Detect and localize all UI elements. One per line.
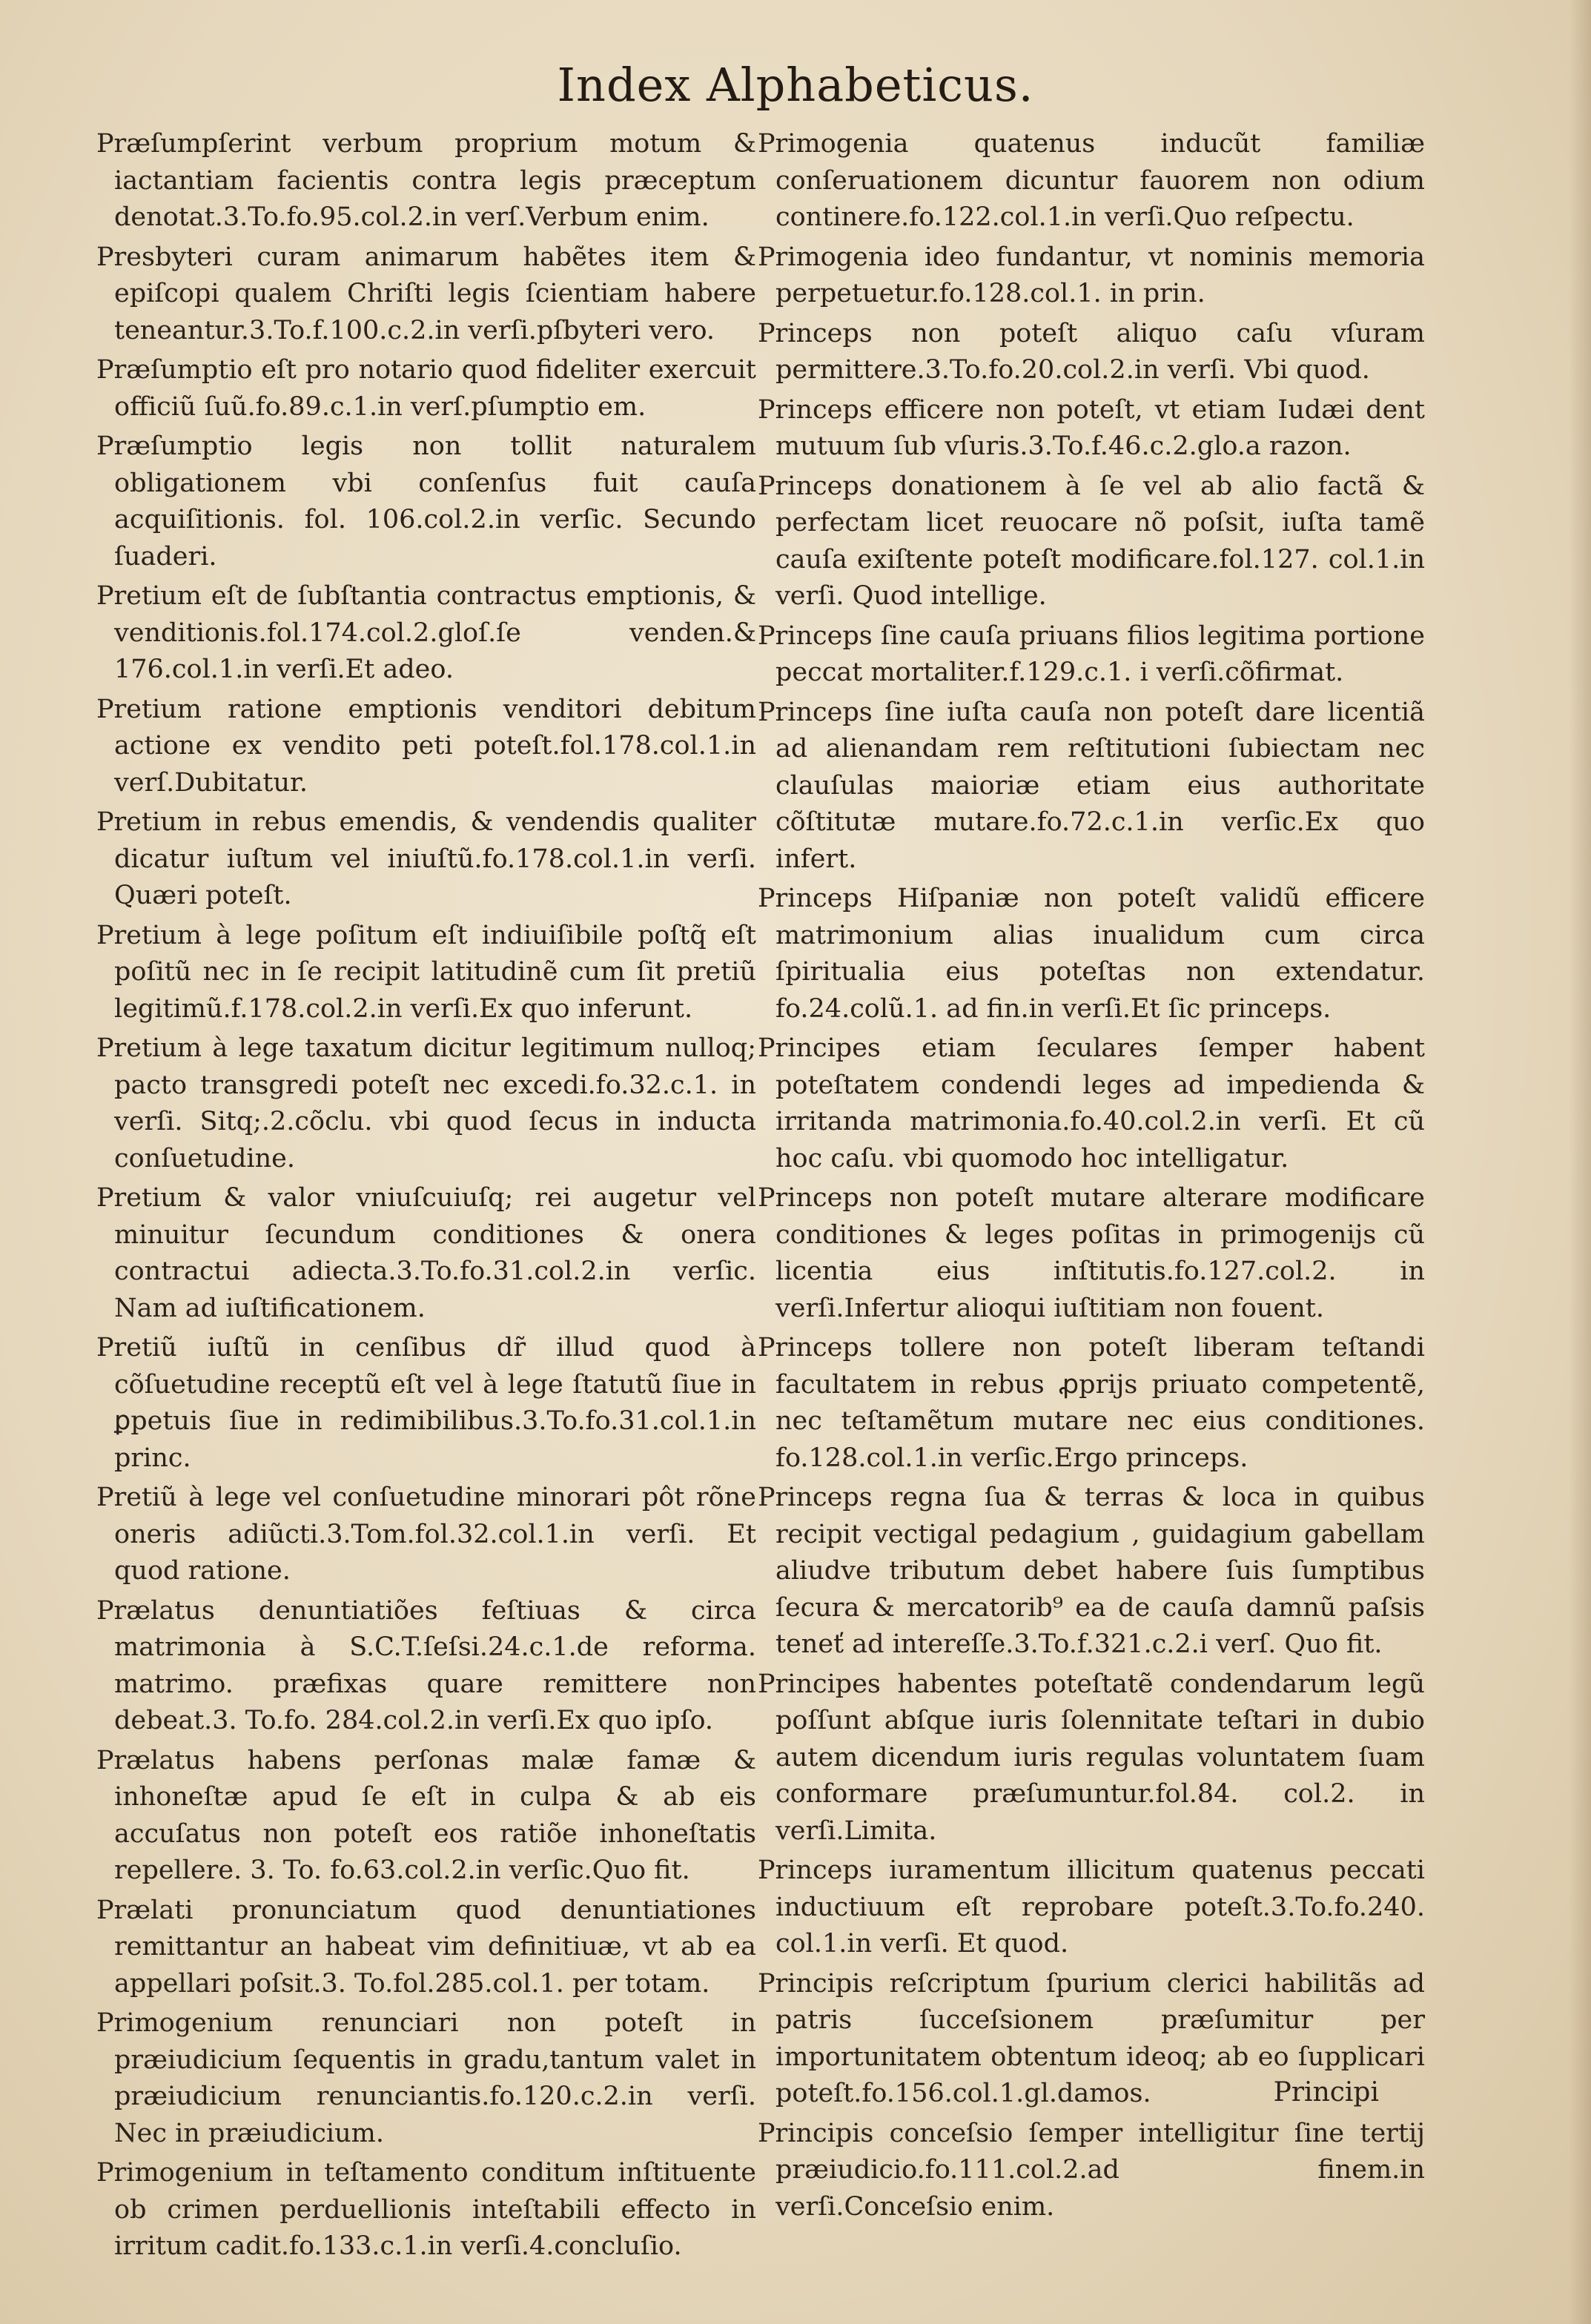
index-entry: Princeps non poteſt aliquo caſu vſuram permittere.3.To.fo.20.col.2.in verſi. Vbi quod. <box>758 318 1425 385</box>
index-entry: Pretium & valor vniuſcuiuſq; rei augetur vel minuitur ſecundum conditiones & onera contractui adiecta.3.To.fo.31.col.2.in verſic. Nam ad iuſtificationem. <box>96 1183 756 1323</box>
index-entry: Pretiũ iuſtũ in cenſibus dr̃ illud quod à cõſuetudine receptũ eſt vel à lege ſtatutũ ſiue in ꝑpetuis ſiue in redimibilibus.3.To.fo.31.col.1.in princ. <box>96 1333 756 1473</box>
index-entry: Præſumpſerint verbum proprium motum & iactantiam facientis contra legis præceptum denotat.3.To.fo.95.col.2.in verſ.Verbum enim. <box>96 129 756 232</box>
index-entry: Primogenium in teſtamento conditum inſtituente ob crimen perduellionis inteſtabili effecto in irritum cadit.fo.133.c.1.in verſi.4.concluſio. <box>96 2158 756 2261</box>
catchword: Principi <box>1273 2077 1379 2108</box>
index-entry: Pretium ratione emptionis venditori debitum actione ex vendito peti poteſt.fol.178.col.1.in verſ.Dubitatur. <box>96 694 756 798</box>
index-entry: Principis conceſsio ſemper intelligitur ſine tertij præiudicio.fo.111.col.2.ad finem.in verſi.Conceſsio enim. <box>758 2118 1425 2222</box>
index-entry: Principes etiam ſeculares ſemper habent poteſtatem condendi leges ad impedienda & irritanda matrimonia.fo.40.col.2.in verſi. Et cũ hoc caſu. vbi quomodo hoc intelligatur. <box>758 1033 1425 1173</box>
index-entry: Primogenia quatenus inducũt familiæ conſeruationem dicuntur fauorem non odium continere.fo.122.col.1.in verſi.Quo reſpectu. <box>758 129 1425 232</box>
index-entry: Principis reſcriptum ſpurium clerici habilitãs ad patris ſucceſsionem præſumitur per importunitatem obtentum ideoq; ab eo ſupplicari poteſt.fo.156.col.1.gl.damos. <box>758 1968 1425 2108</box>
index-entry: Princeps tollere non poteſt liberam teſtandi facultatem in rebus ꝓprijs priuato competentẽ, nec teſtamẽtum mutare nec eius conditiones. fo.128.col.1.in verſic.Ergo princeps. <box>758 1333 1425 1473</box>
index-entry: Præſumptio eſt pro notario quod fideliter exercuit officiũ ſuũ.fo.89.c.1.in verſ.pſumptio em. <box>96 355 756 422</box>
index-entry: Principes habentes poteſtatẽ condendarum legũ poſſunt abſque iuris ſolennitate teſtari in dubio autem dicendum iuris regulas voluntatem ſuam conformare præſumuntur.fol.84. col.2. in verſi.Limita. <box>758 1669 1425 1846</box>
index-entry: Pretium in rebus emendis, & vendendis qualiter dicatur iuſtum vel iniuſtũ.fo.178.col.1.in verſi. Quæri poteſt. <box>96 807 756 910</box>
index-entry: Princeps iuramentum illicitum quatenus peccati inductiuum eſt reprobare poteſt.3.To.fo.240. col.1.in verſi. Et quod. <box>758 1855 1425 1959</box>
left-column <box>96 126 756 2268</box>
index-entry: Princeps ſine cauſa priuans filios legitima portione peccat mortaliter.f.129.c.1. i verſi.cõfirmat. <box>758 620 1425 687</box>
index-entry: Princeps donationem à ſe vel ab alio factã & perfectam licet reuocare nõ poſsit, iuſta tamẽ cauſa exiſtente poteſt modificare.fol.127. col.1.in verſi. Quod intellige. <box>758 471 1425 611</box>
index-entry: Pretiũ à lege vel conſuetudine minorari pôt rõne oneris adiũcti.3.Tom.fol.32.col.1.in verſi. Et quod ratione. <box>96 1483 756 1586</box>
index-entry: Præſumptio legis non tollit naturalem obligationem vbi conſenſus fuit cauſa acquiſitionis. fol. 106.col.2.in verſic. Secundo ſuaderi. <box>96 431 756 572</box>
right-column <box>758 126 1425 2228</box>
index-entry: Pretium à lege taxatum dicitur legitimum nulloq; pacto transgredi poteſt nec excedi.fo.32.c.1. in verſi. Sitq;.2.cõclu. vbi quod ſecus in inducta conſuetudine. <box>96 1033 756 1173</box>
index-entry: Prælatus denuntiatiões feſtiuas & circa matrimonia à S.C.T.ſeſsi.24.c.1.de reforma. matrimo. præfixas quare remittere non debeat.3. To.fo. 284.col.2.in verſi.Ex quo ipſo. <box>96 1595 756 1735</box>
index-entry: Primogenia ideo fundantur, vt nominis memoria perpetuetur.fo.128.col.1. in prin. <box>758 242 1425 308</box>
index-entry: Princeps efficere non poteſt, vt etiam Iudæi dent mutuum ſub vſuris.3.To.f.46.c.2.glo.a razon. <box>758 394 1425 461</box>
index-entry: Pretium eſt de ſubſtantia contractus emptionis, & venditionis.fol.174.col.2.gloſ.ſe venden.& 176.col.1.in verſi.Et adeo. <box>96 581 756 684</box>
index-entry: Pretium à lege poſitum eſt indiuiſibile poſtq̃ eſt poſitũ nec in ſe recipit latitudinẽ cum ſit pretiũ legitimũ.f.178.col.2.in verſi.Ex quo inferunt. <box>96 920 756 1024</box>
index-entry: Princeps regna ſua & terras & loca in quibus recipit vectigal pedagium , guidagium gabellam aliudve tributum debet habere ſuis ſumptibus ſecura & mercatorib⁹ ea de cauſa damnũ paſsis teneť ad intereſſe.3.To.f.321.c.2.i verſ. Quo fit. <box>758 1483 1425 1659</box>
index-entry: Presbyteri curam animarum habẽtes item & epiſcopi qualem Chriſti legis ſcientiam habere teneantur.3.To.f.100.c.2.in verſi.pſbyteri vero. <box>96 242 756 345</box>
page-fold-shadow <box>1569 0 1591 2324</box>
running-header: Index Alphabeticus. <box>557 58 1034 112</box>
index-entry: Prælatus habens perſonas malæ famæ & inhoneſtæ apud ſe eſt in culpa & ab eis accuſatus non poteſt eos ratiõe inhoneſtatis repellere. 3. To. fo.63.col.2.in verſic.Quo fit. <box>96 1745 756 1885</box>
index-entry: Princeps non poteſt mutare alterare modificare conditiones & leges poſitas in primogenijs cũ licentia eius inſtitutis.fo.127.col.2. in verſi.Infertur alioqui iuſtitiam non fouent. <box>758 1183 1425 1323</box>
index-entry: Princeps Hiſpaniæ non poteſt validũ efficere matrimonium alias inualidum cum circa ſpiritualia eius poteſtas non extendatur. fo.24.colũ.1. ad fin.in verſi.Et ſic princeps. <box>758 884 1425 1024</box>
index-entry: Primogenium renunciari non poteſt in præiudicium ſequentis in gradu,tantum valet in præiudicium renunciantis.fo.120.c.2.in verſi. Nec in præiudicium. <box>96 2008 756 2148</box>
index-entry: Prælati pronunciatum quod denuntiationes remittantur an habeat vim definitiuæ, vt ab ea appellari poſsit.3. To.fol.285.col.1. per totam. <box>96 1895 756 1999</box>
index-entry: Princeps ſine iuſta cauſa non poteſt dare licentiã ad alienandam rem reſtitutioni ſubiectam nec clauſulas maioriæ etiam eius authoritate cõſtitutæ mutare.fo.72.c.1.in verſic.Ex quo infert. <box>758 697 1425 874</box>
